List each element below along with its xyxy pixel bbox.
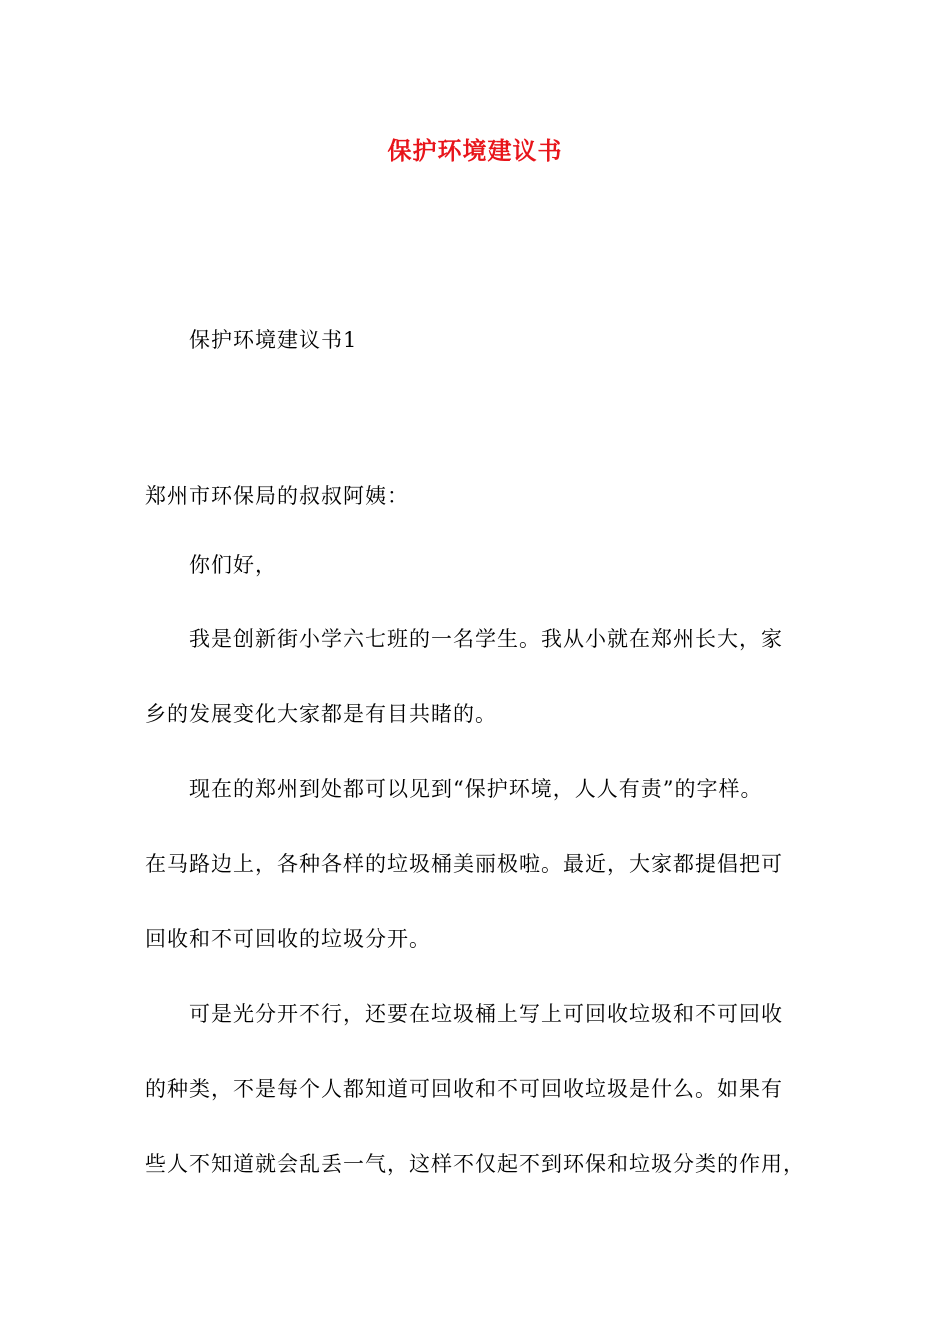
paragraph-line: 可是光分开不行，还要在垃圾桶上写上可回收垃圾和不可回收	[189, 1002, 783, 1026]
document-title: 保护环境建议书	[387, 137, 563, 165]
paragraph-line: 在马路边上，各种各样的垃圾桶美丽极啦。最近，大家都提倡把可	[145, 852, 783, 876]
paragraph-line: 乡的发展变化大家都是有目共睹的。	[145, 702, 497, 726]
paragraph-line: 我是创新街小学六七班的一名学生。我从小就在郑州长大，家	[189, 627, 783, 651]
greeting: 你们好，	[189, 553, 277, 577]
paragraph-line: 些人不知道就会乱丢一气，这样不仅起不到环保和垃圾分类的作用，	[145, 1152, 805, 1176]
salutation: 郑州市环保局的叔叔阿姨：	[145, 484, 409, 508]
section-heading: 保护环境建议书1	[189, 328, 358, 352]
paragraph-line: 回收和不可回收的垃圾分开。	[145, 927, 431, 951]
paragraph-line: 的种类，不是每个人都知道可回收和不可回收垃圾是什么。如果有	[145, 1077, 783, 1101]
paragraph-line: 现在的郑州到处都可以见到“保护环境，人人有责”的字样。	[189, 777, 763, 801]
